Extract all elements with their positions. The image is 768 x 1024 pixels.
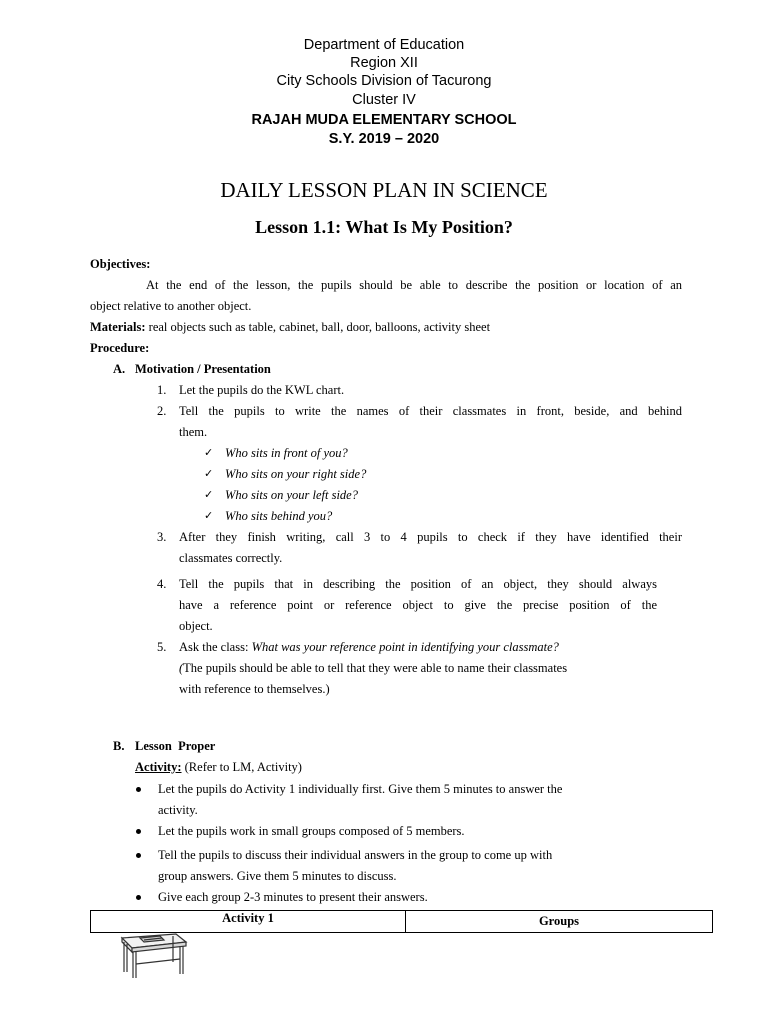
item-number: 1.: [157, 383, 167, 397]
objectives-text-line1: At the end of the lesson, the pupils should be able to describe the position or location of an: [146, 278, 682, 292]
bullet-text: Let the pupils work in small groups composed of 5 members.: [158, 824, 465, 838]
item-text: with reference to themselves.): [179, 682, 330, 696]
school-heading: RAJAH MUDA ELEMENTARY SCHOOL: [251, 112, 517, 128]
bullet-icon: [136, 853, 141, 858]
division-heading: City Schools Division of Tacurong: [276, 73, 492, 89]
section-b-marker: B.: [113, 739, 125, 753]
bullet-icon: [136, 829, 141, 834]
lesson-title: Lesson 1.1: What Is My Position?: [255, 217, 513, 237]
open-paren: (: [179, 661, 184, 675]
item-text: have a reference point or reference object to give the precise position of the: [179, 598, 657, 612]
objectives-text-line2: object relative to another object.: [90, 299, 252, 313]
item-number: 3.: [157, 530, 167, 544]
item-number: 5.: [157, 640, 167, 654]
item-text: [179, 639, 559, 655]
item-text: Tell the pupils to write the names of their classmates in front, beside, and behind: [179, 404, 682, 418]
section-b-title: Lesson Proper: [135, 739, 216, 753]
activity-line: [135, 759, 302, 775]
item-number: 2.: [157, 404, 167, 418]
item-text: them.: [179, 425, 208, 439]
page-title: DAILY LESSON PLAN IN SCIENCE: [220, 178, 548, 202]
item-text: [179, 660, 567, 676]
check-icon: ✓: [204, 509, 214, 522]
check-icon: ✓: [204, 446, 214, 459]
question-item: Who sits behind you?: [225, 509, 333, 523]
bullet-text: activity.: [158, 803, 198, 817]
school-year: S.Y. 2019 – 2020: [328, 131, 440, 147]
bullet-text: Give each group 2-3 minutes to present their answers.: [158, 890, 428, 904]
bullet-icon: [136, 787, 141, 792]
dept-heading: Department of Education: [303, 37, 465, 53]
section-a-marker: A.: [113, 362, 126, 376]
check-icon: ✓: [204, 488, 214, 501]
activity-text: (Refer to LM, Activity): [181, 760, 302, 774]
section-a-title: Motivation / Presentation: [135, 362, 271, 376]
item-text: object.: [179, 619, 213, 633]
bullet-text: Tell the pupils to discuss their individual answers in the group to come up with: [158, 848, 553, 862]
item-text: Let the pupils do the KWL chart.: [179, 383, 345, 397]
materials-text: real objects such as table, cabinet, ball, door, balloons, activity sheet: [145, 320, 491, 334]
item-text: Tell the pupils that in describing the position of an object, they should always: [179, 577, 657, 591]
table-header-activity: Activity 1: [91, 911, 406, 933]
table-furniture-icon: [118, 928, 190, 980]
procedure-label: Procedure:: [90, 341, 150, 355]
question-item: Who sits in front of you?: [225, 446, 348, 460]
item-text: After they finish writing, call 3 to 4 pupils to check if they have identified their: [179, 530, 682, 544]
question-item: Who sits on your right side?: [225, 467, 367, 481]
materials-line: [90, 319, 490, 335]
bullet-text: Let the pupils do Activity 1 individually first. Give them 5 minutes to answer the: [158, 782, 563, 796]
bullet-icon: [136, 895, 141, 900]
cluster-heading: Cluster IV: [352, 92, 416, 108]
question-item: Who sits on your left side?: [225, 488, 358, 502]
item-note: The pupils should be able to tell that they were able to name their classmates: [183, 661, 568, 675]
objectives-label: Objectives:: [90, 257, 151, 271]
item-number: 4.: [157, 577, 167, 591]
activity-label: Activity:: [135, 760, 182, 774]
item-question: What was your reference point in identifying your classmate?: [251, 640, 559, 654]
table-header-groups: Groups: [406, 911, 713, 933]
region-heading: Region XII: [350, 55, 418, 71]
item-lead: Ask the class:: [179, 640, 252, 654]
materials-label: Materials:: [90, 320, 146, 334]
bullet-text: group answers. Give them 5 minutes to discuss.: [158, 869, 397, 883]
check-icon: ✓: [204, 467, 214, 480]
item-text: classmates correctly.: [179, 551, 283, 565]
